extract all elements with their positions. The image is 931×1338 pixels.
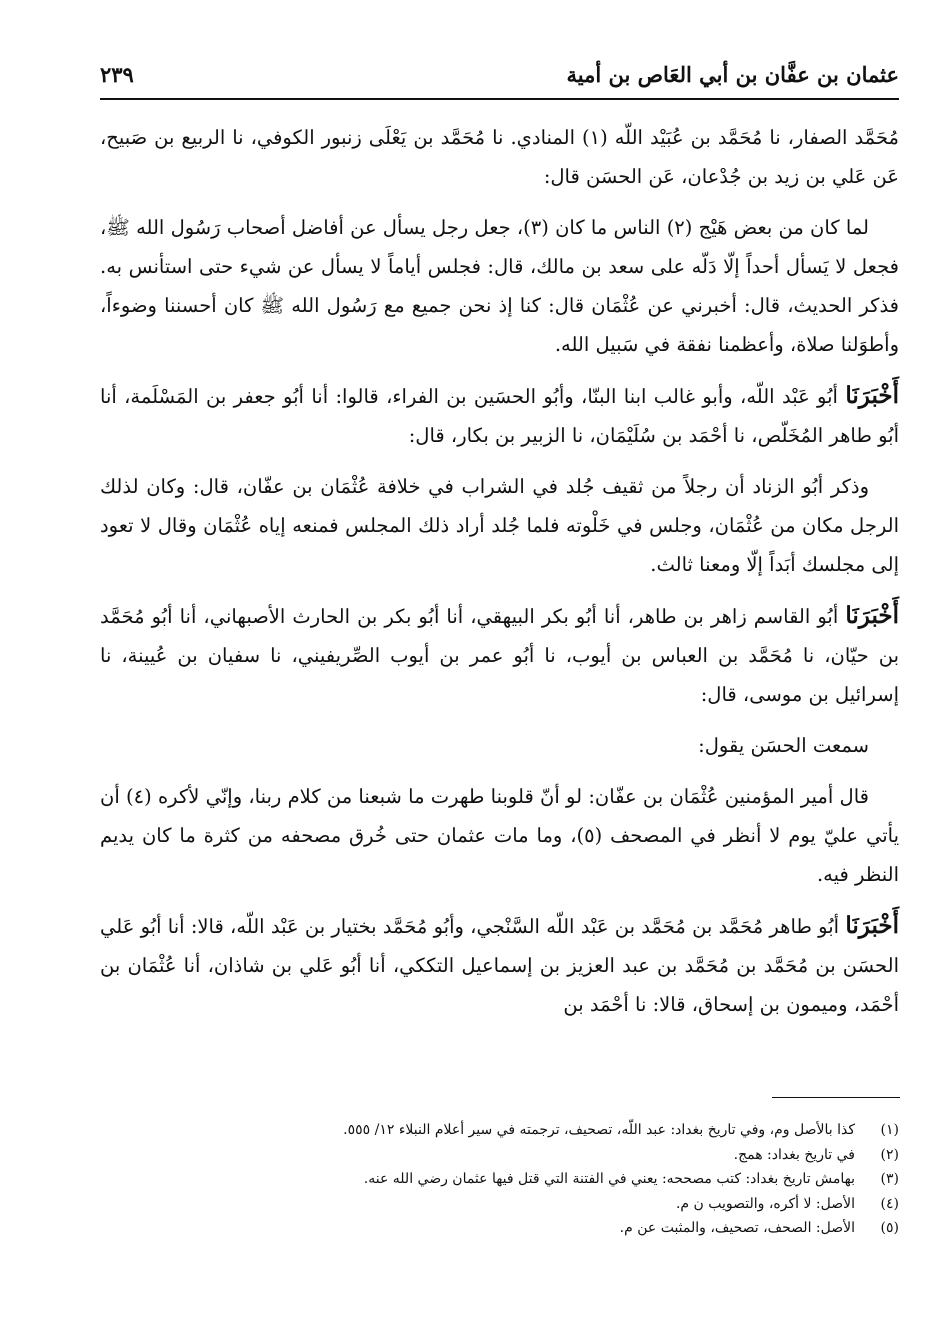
page-header: [100, 58, 899, 98]
main-text: [100, 118, 899, 1036]
paragraph-3-text: أبُو عَبْد اللّه، وأبو غالب ابنا البنّا، وأبُو الحسَين بن الفراء، قالوا: أنا أبُو جعفر بن المَسْلَمة، أنا أبُو طاهر المُخَلّص، نا أحْمَد بن سُلَيْمَان، نا الزبير بن بكار، قال:: [100, 385, 899, 447]
footnote-number: (٣): [880, 1171, 899, 1187]
paragraph-7: قال أمير المؤمنين عُثْمَان بن عفّان: لو أنّ قلوبنا طهرت ما شبعنا من كلام ربنا، وإنّي لأكره (٤) أن يأتي عليّ يوم لا أنظر في المصحف (٥)، وما مات عثمان حتى خُرق مصحفه من كثرة ما كان يديم النظر فيه.: [100, 785, 900, 886]
footnote-2: [100, 1143, 899, 1168]
footnote-3: [100, 1167, 899, 1192]
footnote-rule: [772, 1097, 900, 1098]
footnotes: [100, 1118, 899, 1241]
footnote-text: الأصل: الصحف، تصحيف، والمثبت عن م.: [619, 1220, 855, 1236]
paragraph-3: [100, 376, 899, 455]
footnote-text: كذا بالأصل وم، وفي تاريخ بغداد: عبد اللّه، تصحيف، ترجمته في سير أعلام النبلاء ١٢/ ٥٥٥.: [343, 1122, 855, 1138]
paragraph-8: [100, 906, 899, 1024]
paragraph-4: وذكر أبُو الزناد أن رجلاً من ثقيف جُلد في الشراب في خلافة عُثْمَان بن عفّان، قال: وكان لذلك الرجل مكان من عُثْمَان، وجلس في خَلْوته فلما جُلد أراد ذلك المجلس فمنعه إياه عُثْمَان وقال لا تعود إلى مجلسك أبَداً إلّا ومعنا ثالث.: [100, 475, 899, 576]
footnote-number: (٥): [880, 1220, 899, 1236]
footnote-number: (٢): [880, 1146, 899, 1163]
footnote-1: [100, 1118, 899, 1143]
paragraph-5: [100, 596, 899, 714]
footnote-5: [100, 1216, 899, 1241]
akhbarana-keyword: أَخْبَرَنَا: [845, 602, 899, 629]
paragraph-1: مُحَمَّد الصفار، نا مُحَمَّد بن عُبَيْد اللّه (١) المنادي. نا مُحَمَّد بن يَعْلَى زنبور الكوفي، نا الربيع بن صَبيح، عَن عَلي بن زيد بن جُدْعان، عَن الحسَن قال:: [100, 126, 899, 188]
akhbarana-keyword: أَخْبَرَنَا: [845, 382, 899, 409]
footnote-text: في تاريخ بغداد: همج.: [733, 1146, 855, 1163]
footnote-text: الأصل: لا أكره، والتصويب ن م.: [675, 1195, 855, 1212]
paragraph-8-text: أبُو طاهر مُحَمَّد بن مُحَمَّد بن عَبْد اللّه السَّنْجي، وأبُو مُحَمَّد بختيار بن عَبْد اللّه، قالا: أنا أبُو عَلي الحسَن بن مُحَمَّد بن مُحَمَّد بن عبد العزيز بن إسماعيل التككي، أنا أبُو عَلي بن شاذان، أنا عُثْمَان بن أحْمَد، وميمون بن إسحاق، قالا: نا أحْمَد بن: [100, 915, 899, 1016]
footnote-text: بهامش تاريخ بغداد: كتب مصححه: يعني في الفتنة التي قتل فيها عثمان رضي الله عنه.: [363, 1171, 855, 1187]
page-number: ٢٣٩: [100, 62, 134, 87]
paragraph-2: لما كان من بعض هَيْج (٢) الناس ما كان (٣)، جعل رجل يسأل عن أفاضل أصحاب رَسُول الله ﷺ، فجعل لا يَسأل أحداً إلّا دَلّه على سعد بن مالك، قال: فجلس أياماً لا يسأل عن شيء حتى استأنس به. فذكر الحديث، قال: أخبرني عن عُثْمَان قال: كنا إذ نحن جميع مع رَسُول الله ﷺ كان أحسننا وضوءاً، وأطوَلنا صلاة، وأعظمنا نفقة في سَبيل الله.: [100, 216, 899, 356]
paragraph-5-text: أبُو القاسم زاهر بن طاهر، أنا أبُو بكر البيهقي، أنا أبُو بكر بن الحارث الأصبهاني، أنا أبُو مُحَمَّد بن حيّان، نا مُحَمَّد بن العباس بن أيوب، نا أبُو عمر بن أيوب الصِّريفيني، نا سفيان بن عُيينة، نا إسرائيل بن موسى، قال:: [100, 605, 899, 706]
running-title: عثمان بن عفَّان بن أبي العَاص بن أمية: [566, 62, 899, 87]
footnote-4: [100, 1192, 899, 1217]
akhbarana-keyword: أَخْبَرَنَا: [845, 912, 900, 939]
footnote-number: (٤): [880, 1195, 899, 1212]
paragraph-6: سمعت الحسَن يقول:: [698, 734, 869, 757]
footnote-number: (١): [880, 1122, 899, 1138]
header-rule: [100, 98, 899, 100]
